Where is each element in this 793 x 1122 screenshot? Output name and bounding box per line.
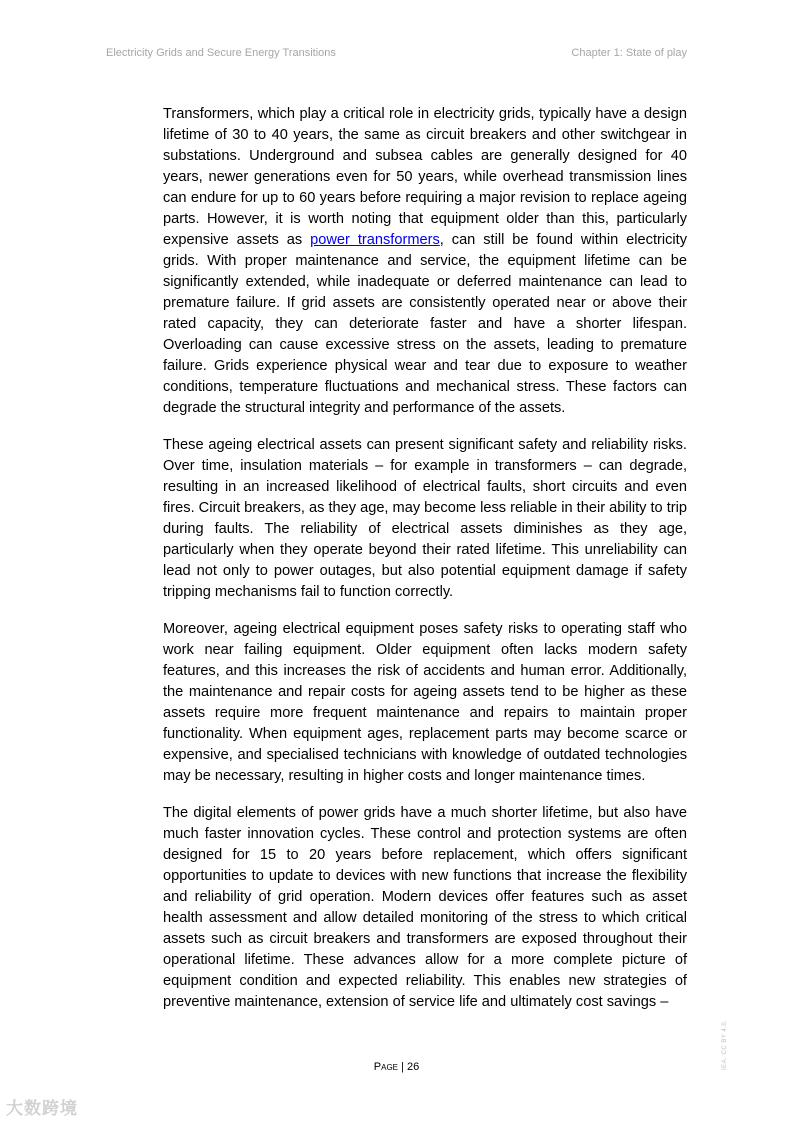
paragraph-2: These ageing electrical assets can present significant safety and reliability risks. Over time, insulation materials – for example in transformers – can degrade, resulting in an increased likelihood of electrical faults, short circuits and even fires. Circuit breakers, as they age, may become less reliable in their ability to trip during faults. The reliability of electrical assets diminishes as they age, particularly when they operate beyond their rated lifetime. This unreliability can lead not only to power outages, but also potential equipment damage if safety tripping mechanisms fail to function correctly. — [163, 437, 687, 600]
page-label: Page — [373, 1061, 398, 1073]
paragraph-1-text-b: , can still be found within electricity grids. With proper maintenance and service, the equipment lifetime can be significantly extended, while inadequate or deferred maintenance can lead to premature failure. If grid assets are consistently operated near or above their rated capacity, they can deteriorate faster and have a shorter lifespan. Overloading can cause excessive stress on the assets, leading to premature failure. Grids experience physical wear and tear due to exposure to weather conditions, temperature fluctuations and mechanical stress. These factors can degrade the structural integrity and performance of the assets. — [163, 232, 687, 416]
paragraph-3: Moreover, ageing electrical equipment poses safety risks to operating staff who work near failing equipment. Older equipment often lacks modern safety features, and this increases the risk of accidents and human error. Additionally, the maintenance and repair costs for ageing assets tend to be higher as these assets require more frequent maintenance and repairs to maintain proper functionality. When equipment ages, replacement parts may become scarce or expensive, and specialised technicians with knowledge of outdated technologies may be necessary, resulting in higher costs and longer maintenance times. — [163, 621, 687, 784]
power-transformers-link[interactable]: power transformers — [310, 232, 440, 248]
document-body — [163, 104, 687, 1029]
page-footer — [0, 1061, 793, 1073]
license-note: IEA. CC BY 4.0. — [722, 1019, 728, 1070]
page-number: 26 — [406, 1061, 420, 1073]
running-header-chapter: Chapter 1: State of play — [571, 47, 687, 59]
paragraph-4: The digital elements of power grids have a much shorter lifetime, but also have much faster innovation cycles. These control and protection systems are often designed for 15 to 20 years before replacement, which offers significant opportunities to update to devices with new functions that increase the flexibility and reliability of grid operation. Modern devices offer features such as asset health assessment and allow detailed monitoring of the stress to which critical assets such as circuit breakers and transformers are exposed throughout their operational lifetime. These advances allow for a more complete picture of equipment condition and expected reliability. This enables new strategies of preventive maintenance, extension of service life and ultimately cost savings – — [163, 805, 687, 1010]
watermark-logo: 大数跨境 — [6, 1099, 78, 1118]
running-header-title: Electricity Grids and Secure Energy Transitions — [106, 47, 336, 59]
paragraph-1-text-a: Transformers, which play a critical role in electricity grids, typically have a design lifetime of 30 to 40 years, the same as circuit breakers and other switchgear in substations. Underground and subsea cables are generally designed for 40 years, newer generations even for 50 years, while overhead transmission lines can endure for up to 60 years before requiring a major revision to replace ageing parts. However, it is worth noting that equipment older than this, particularly expensive assets as — [163, 106, 687, 248]
paragraph-1 — [163, 104, 687, 419]
page-separator: | — [398, 1061, 407, 1073]
